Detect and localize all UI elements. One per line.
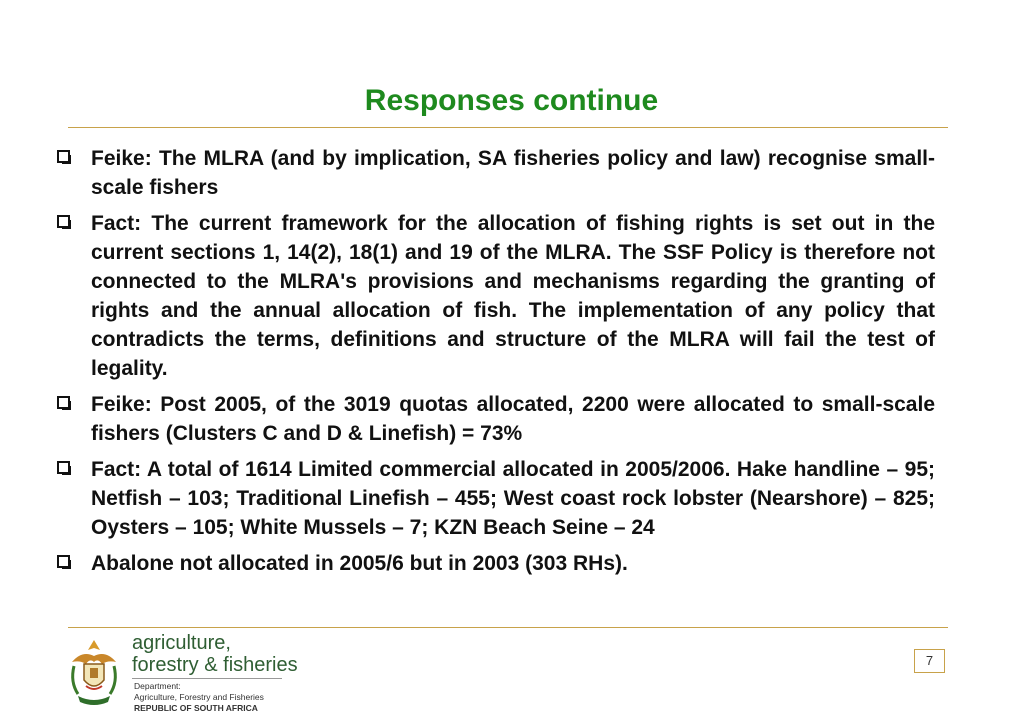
department-full-name: Agriculture, Forestry and Fisheries xyxy=(134,692,264,702)
bullet-text: Feike: The MLRA (and by implication, SA fisheries policy and law) recognise small-scale fishers xyxy=(91,147,935,199)
department-name-line1: agriculture, xyxy=(132,632,231,654)
bullet-text: Fact: The current framework for the allocation of fishing rights is set out in the current sections 1, 14(2), 18(1) and 19 of the MLRA. The SSF Policy is therefore not connected to the MLRA's provisions and mechanisms regarding the granting of rights and the annual allocation of fish. The implementation of any policy that contradicts the terms, definitions and structure of the MLRA will fail the test of legality. xyxy=(91,212,935,380)
footer-divider xyxy=(68,627,948,628)
checkbox-bullet-icon xyxy=(57,396,70,409)
department-name xyxy=(132,632,298,676)
department-divider xyxy=(132,678,282,679)
checkbox-bullet-icon xyxy=(57,150,70,163)
checkbox-bullet-icon xyxy=(57,461,70,474)
country-name: REPUBLIC OF SOUTH AFRICA xyxy=(134,703,258,713)
bullet-item xyxy=(55,144,935,202)
slide-title: Responses continue xyxy=(364,84,659,117)
department-label: Department: xyxy=(134,681,181,691)
bullet-item xyxy=(55,549,935,578)
title-divider xyxy=(68,127,948,128)
bullet-list xyxy=(55,144,935,585)
checkbox-bullet-icon xyxy=(57,555,70,568)
bullet-item xyxy=(55,209,935,383)
page-number: 7 xyxy=(914,649,945,673)
checkbox-bullet-icon xyxy=(57,215,70,228)
bullet-text: Abalone not allocated in 2005/6 but in 2003 (303 RHs). xyxy=(91,552,628,575)
bullet-text: Feike: Post 2005, of the 3019 quotas allocated, 2200 were allocated to small-scale fishers (Clusters C and D & Linefish) = 73% xyxy=(91,393,935,445)
department-name-line2: forestry & fisheries xyxy=(132,654,298,676)
coat-of-arms-icon xyxy=(64,636,124,710)
bullet-item xyxy=(55,390,935,448)
bullet-item xyxy=(55,455,935,542)
bullet-text: Fact: A total of 1614 Limited commercial allocated in 2005/2006. Hake handline – 95; Netfish – 103; Traditional Linefish – 455; West coast rock lobster (Nearshore) – 825; Oysters – 105; White Mussels – 7; KZN Beach Seine – 24 xyxy=(91,458,935,539)
department-subtitle xyxy=(134,681,264,714)
